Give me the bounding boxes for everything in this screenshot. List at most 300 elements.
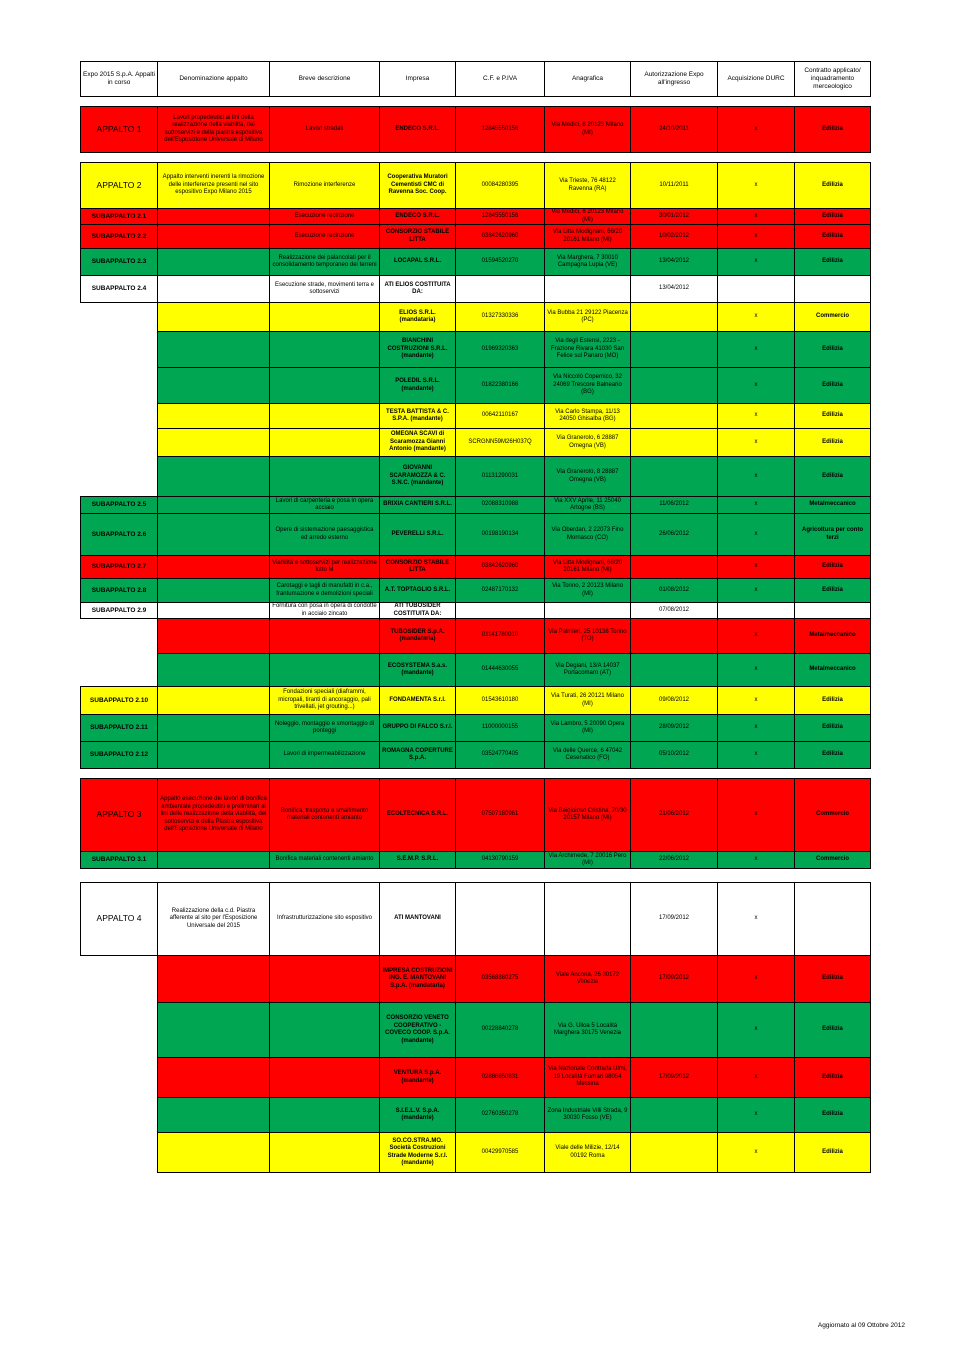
spacer-cell: [81, 153, 871, 163]
durc-cell: x: [718, 654, 795, 687]
cf-cell: 02088310988: [456, 497, 545, 514]
descrizione-cell: Bonifica, trasporto e smaltimento materiali contenenti amianto: [270, 779, 380, 852]
descrizione-cell: Carotaggi e tagli di manufatti in c.a., frantumazione e demolizioni speciali: [270, 579, 380, 603]
anagrafica-cell: Via degli Estensi, 2223 - Frazione Rivara 41030 San Felice sul Panaro (MO): [545, 332, 631, 368]
contratto-cell: Metalmeccanico: [795, 654, 871, 687]
impresa-cell: BRIXIA CANTIERI S.R.L.: [380, 497, 456, 514]
autorizzazione-cell: 17/09/2012: [631, 1058, 718, 1098]
autorizzazione-cell: [631, 332, 718, 368]
impresa-cell: OMEGNA SCAVI di Scaramozza Gianni Antonio (mandante): [380, 429, 456, 457]
contratto-cell: Edilizia: [795, 457, 871, 497]
label-cell: SUBAPPALTO 2.11: [81, 715, 158, 742]
durc-cell: x: [718, 852, 795, 869]
impresa-cell: LOCAPAL S.R.L.: [380, 249, 456, 276]
descrizione-cell: Rimozione interferenze: [270, 163, 380, 209]
cf-cell: 12845550156: [456, 107, 545, 153]
durc-cell: x: [718, 209, 795, 225]
durc-cell: x: [718, 368, 795, 404]
table-row: [81, 276, 871, 303]
anagrafica-cell: Via XXV Aprile, 11 25040 Artogne (BS): [545, 497, 631, 514]
anagrafica-cell: Via Degiani, 13/A 14037 Portacomaro (AT): [545, 654, 631, 687]
contratto-cell: Edilizia: [795, 556, 871, 579]
contratto-cell: Edilizia: [795, 687, 871, 715]
table-row: [81, 715, 871, 742]
durc-cell: x: [718, 107, 795, 153]
autorizzazione-cell: 17/09/2012: [631, 956, 718, 1003]
descrizione-cell: Fondazioni speciali (diaframmi, micropali, tiranti di ancoraggio, pali trivellati, jet grouting...): [270, 687, 380, 715]
autorizzazione-cell: 22/06/2012: [631, 852, 718, 869]
table-row: [81, 332, 871, 368]
impresa-cell: GIOVANNI SCARAMOZZA & C. S.N.C. (mandante): [380, 457, 456, 497]
anagrafica-cell: Via Granerolo, 6 28887 Omegna (VB): [545, 429, 631, 457]
label-cell: [81, 1098, 158, 1133]
table-row: [81, 1133, 871, 1173]
cf-cell: [456, 276, 545, 303]
cf-cell: [456, 883, 545, 956]
table-row: [81, 249, 871, 276]
table-row: [81, 429, 871, 457]
spacer-row: [81, 769, 871, 779]
contratto-cell: Edilizia: [795, 163, 871, 209]
cf-cell: 01444630055: [456, 654, 545, 687]
autorizzazione-cell: 09/08/2012: [631, 687, 718, 715]
autorizzazione-cell: [631, 368, 718, 404]
denominazione-cell: [158, 1058, 270, 1098]
descrizione-cell: Lavori di carpenteria e posa in opera acciaio: [270, 497, 380, 514]
anagrafica-cell: Via Oberdan, 2 22073 Fino Mornasco (CO): [545, 514, 631, 556]
cf-cell: 00429970585: [456, 1133, 545, 1173]
denominazione-cell: [158, 579, 270, 603]
denominazione-cell: [158, 404, 270, 429]
contratto-cell: Edilizia: [795, 249, 871, 276]
descrizione-cell: [270, 332, 380, 368]
update-note: Aggiornato al 09 Ottobre 2012: [817, 1322, 905, 1329]
label-cell: SUBAPPALTO 2.4: [81, 276, 158, 303]
table-row: [81, 404, 871, 429]
contratto-cell: [795, 603, 871, 619]
descrizione-cell: Esecuzione strade, movimenti terra e sottoservizi: [270, 276, 380, 303]
denominazione-cell: [158, 276, 270, 303]
cf-cell: 02487170132: [456, 579, 545, 603]
descrizione-cell: [270, 654, 380, 687]
anagrafica-cell: Viale delle Milizie, 12/14 00192 Roma: [545, 1133, 631, 1173]
autorizzazione-cell: [631, 1133, 718, 1173]
descrizione-cell: Fornitura con posa in opera di condotte in acciaio zincato: [270, 603, 380, 619]
cf-cell: 07507180961: [456, 779, 545, 852]
spacer-cell: [81, 769, 871, 779]
impresa-cell: VENTURA S.p.A. (mandante): [380, 1058, 456, 1098]
denominazione-cell: Lavori propedeutici ai lini della realizzazione della viabilità, dei sottoservizi e della piastra espositiva dell'Esposizione Universale di Milano: [158, 107, 270, 153]
contratto-cell: [795, 883, 871, 956]
anagrafica-cell: Via Litta Modignani, 66/20 20161 Milano (MI): [545, 225, 631, 249]
table-row: [81, 654, 871, 687]
table-row: [81, 209, 871, 225]
label-cell: SUBAPPALTO 3.1: [81, 852, 158, 869]
cf-cell: 01543610180: [456, 687, 545, 715]
durc-cell: x: [718, 404, 795, 429]
label-cell: SUBAPPALTO 2.3: [81, 249, 158, 276]
contratto-cell: Edilizia: [795, 1003, 871, 1058]
cf-cell: 00642110167: [456, 404, 545, 429]
descrizione-cell: [270, 457, 380, 497]
contratto-cell: Edilizia: [795, 209, 871, 225]
contratto-cell: Edilizia: [795, 107, 871, 153]
durc-cell: x: [718, 225, 795, 249]
table-row: [81, 163, 871, 209]
table-row: [81, 687, 871, 715]
autorizzazione-cell: 24/10/2011: [631, 107, 718, 153]
durc-cell: x: [718, 1098, 795, 1133]
autorizzazione-cell: [631, 429, 718, 457]
autorizzazione-cell: 01/08/2012: [631, 579, 718, 603]
descrizione-cell: Noleggio, montaggio e smontaggio di ponteggi: [270, 715, 380, 742]
descrizione-cell: Esecuzione recinzione: [270, 209, 380, 225]
contratto-cell: Edilizia: [795, 368, 871, 404]
durc-cell: x: [718, 497, 795, 514]
descrizione-cell: Lavori stradali: [270, 107, 380, 153]
contratto-cell: Edilizia: [795, 404, 871, 429]
impresa-cell: BIANCHINI COSTRUZIONI S.R.L. (mandante): [380, 332, 456, 368]
table-row: [81, 556, 871, 579]
header-row: [81, 62, 871, 97]
autorizzazione-cell: 11/06/2012: [631, 497, 718, 514]
impresa-cell: PEVERELLI S.R.L.: [380, 514, 456, 556]
durc-cell: x: [718, 1003, 795, 1058]
label-cell: [81, 368, 158, 404]
durc-cell: x: [718, 556, 795, 579]
durc-cell: x: [718, 163, 795, 209]
descrizione-cell: [270, 429, 380, 457]
spacer-row: [81, 97, 871, 107]
descrizione-cell: [270, 404, 380, 429]
denominazione-cell: [158, 429, 270, 457]
label-cell: [81, 1058, 158, 1098]
autorizzazione-cell: [631, 619, 718, 654]
cf-cell: 00198190134: [456, 514, 545, 556]
anagrafica-cell: Via Carlo Stampa, 11/13 24050 Ghisalba (BG): [545, 404, 631, 429]
label-cell: [81, 654, 158, 687]
descrizione-cell: [270, 1098, 380, 1133]
label-cell: APPALTO 1: [81, 107, 158, 153]
cf-cell: 04130790159: [456, 852, 545, 869]
header-cell: Impresa: [380, 62, 456, 97]
label-cell: SUBAPPALTO 2.8: [81, 579, 158, 603]
autorizzazione-cell: 13/04/2012: [631, 276, 718, 303]
cf-cell: 03524770405: [456, 742, 545, 769]
table-row: [81, 1003, 871, 1058]
spacer-cell: [81, 97, 871, 107]
anagrafica-cell: Via delle Querce, 6 47042 Cesenatico (FO): [545, 742, 631, 769]
anagrafica-cell: Via Nazionale Contrada Ulmi, 19 Località Fornari 98054 Messina: [545, 1058, 631, 1098]
table-row: [81, 1058, 871, 1098]
label-cell: [81, 956, 158, 1003]
cf-cell: 01327330336: [456, 303, 545, 332]
appalti-table: [80, 61, 871, 1173]
denominazione-cell: [158, 742, 270, 769]
denominazione-cell: [158, 1133, 270, 1173]
durc-cell: x: [718, 742, 795, 769]
denominazione-cell: [158, 715, 270, 742]
label-cell: [81, 1133, 158, 1173]
denominazione-cell: [158, 852, 270, 869]
contratto-cell: Metalmeccanico: [795, 497, 871, 514]
contratto-cell: Edilizia: [795, 715, 871, 742]
table-row: [81, 603, 871, 619]
descrizione-cell: [270, 368, 380, 404]
label-cell: SUBAPPALTO 2.6: [81, 514, 158, 556]
header-cell: Denominazione appalto: [158, 62, 270, 97]
impresa-cell: ATI TUBOSIDER COSTITUITA DA:: [380, 603, 456, 619]
contratto-cell: [795, 276, 871, 303]
denominazione-cell: [158, 1098, 270, 1133]
durc-cell: x: [718, 579, 795, 603]
denominazione-cell: [158, 225, 270, 249]
descrizione-cell: [270, 1058, 380, 1098]
durc-cell: x: [718, 1058, 795, 1098]
contratto-cell: Commercio: [795, 303, 871, 332]
denominazione-cell: [158, 687, 270, 715]
autorizzazione-cell: [631, 556, 718, 579]
impresa-cell: TESTA BATTISTA & C. S.P.A. (mandante): [380, 404, 456, 429]
autorizzazione-cell: 10/02/2012: [631, 225, 718, 249]
table-row: [81, 1098, 871, 1133]
descrizione-cell: Opere di sistemazione paesaggistica ed arredo esterno: [270, 514, 380, 556]
autorizzazione-cell: [631, 654, 718, 687]
denominazione-cell: [158, 497, 270, 514]
cf-cell: 01594520270: [456, 249, 545, 276]
table-row: [81, 619, 871, 654]
contratto-cell: Edilizia: [795, 1133, 871, 1173]
table-row: [81, 852, 871, 869]
table-row: [81, 303, 871, 332]
autorizzazione-cell: 10/11/2011: [631, 163, 718, 209]
contratto-cell: Edilizia: [795, 579, 871, 603]
durc-cell: x: [718, 429, 795, 457]
durc-cell: x: [718, 883, 795, 956]
label-cell: APPALTO 4: [81, 883, 158, 956]
denominazione-cell: Realizzazione della c.d. Piastra afferente al sito per l'Esposizione Universale del 2015: [158, 883, 270, 956]
denominazione-cell: [158, 457, 270, 497]
cf-cell: 03842620960: [456, 225, 545, 249]
descrizione-cell: [270, 956, 380, 1003]
autorizzazione-cell: 07/08/2012: [631, 603, 718, 619]
label-cell: SUBAPPALTO 2.5: [81, 497, 158, 514]
durc-cell: x: [718, 1133, 795, 1173]
table-row: [81, 368, 871, 404]
table-row: [81, 779, 871, 852]
label-cell: APPALTO 3: [81, 779, 158, 852]
cf-cell: 02760350278: [456, 1098, 545, 1133]
anagrafica-cell: Via Turati, 26 20121 Milano (MI): [545, 687, 631, 715]
denominazione-cell: [158, 1003, 270, 1058]
autorizzazione-cell: 26/06/2012: [631, 514, 718, 556]
denominazione-cell: [158, 332, 270, 368]
descrizione-cell: [270, 303, 380, 332]
descrizione-cell: Realizzazione dei palancolati per il consolidamento temporaneo dei terreni: [270, 249, 380, 276]
anagrafica-cell: Via Litta Modignani, 66/20 20161 Milano (MI): [545, 556, 631, 579]
denominazione-cell: [158, 619, 270, 654]
table-row: [81, 883, 871, 956]
denominazione-cell: Appalto interventi inerenti la rimozione delle interferenze presenti nel sito espositivo Expo Milano 2015: [158, 163, 270, 209]
cf-cell: 03568880275: [456, 956, 545, 1003]
anagrafica-cell: Viale Ancona, 26 30172 Venezia: [545, 956, 631, 1003]
anagrafica-cell: Via Torino, 2 20123 Milano (MI): [545, 579, 631, 603]
descrizione-cell: [270, 1133, 380, 1173]
impresa-cell: ENDECO S.R.L.: [380, 107, 456, 153]
contratto-cell: Edilizia: [795, 742, 871, 769]
label-cell: [81, 429, 158, 457]
durc-cell: x: [718, 956, 795, 1003]
durc-cell: x: [718, 619, 795, 654]
descrizione-cell: [270, 1003, 380, 1058]
durc-cell: x: [718, 514, 795, 556]
cf-cell: SCRGNN59M26H037Q: [456, 429, 545, 457]
label-cell: SUBAPPALTO 2.12: [81, 742, 158, 769]
spacer-row: [81, 869, 871, 883]
contratto-cell: Edilizia: [795, 332, 871, 368]
durc-cell: x: [718, 457, 795, 497]
label-cell: [81, 404, 158, 429]
anagrafica-cell: Via Bubba 21 29122 Piacenza (PC): [545, 303, 631, 332]
durc-cell: [718, 603, 795, 619]
cf-cell: 01131290031: [456, 457, 545, 497]
autorizzazione-cell: [631, 404, 718, 429]
contratto-cell: Edilizia: [795, 429, 871, 457]
cf-cell: 01969320363: [456, 332, 545, 368]
table-row: [81, 956, 871, 1003]
durc-cell: x: [718, 332, 795, 368]
header-cell: Anagrafica: [545, 62, 631, 97]
label-cell: SUBAPPALTO 2.9: [81, 603, 158, 619]
denominazione-cell: [158, 514, 270, 556]
table-row: [81, 497, 871, 514]
header-cell: Acquisizione DURC: [718, 62, 795, 97]
autorizzazione-cell: [631, 303, 718, 332]
contratto-cell: Edilizia: [795, 225, 871, 249]
spacer-row: [81, 153, 871, 163]
table-row: [81, 457, 871, 497]
cf-cell: 00228840278: [456, 1003, 545, 1058]
cf-cell: 12845550156: [456, 209, 545, 225]
label-cell: [81, 457, 158, 497]
label-cell: APPALTO 2: [81, 163, 158, 209]
table-row: [81, 225, 871, 249]
denominazione-cell: [158, 956, 270, 1003]
contratto-cell: Metalmeccanico: [795, 619, 871, 654]
label-cell: SUBAPPALTO 2.1: [81, 209, 158, 225]
anagrafica-cell: Via Granerolo, 8 28887 Omegna (VB): [545, 457, 631, 497]
header-cell: Contratto applicato/ inquadramento merceologico: [795, 62, 871, 97]
impresa-cell: POLEDIL S.R.L. (mandante): [380, 368, 456, 404]
impresa-cell: S.I.E.L.V. S.p.A. (mandante): [380, 1098, 456, 1133]
impresa-cell: SO.CO.STRA.MO. Società Costruzioni Strade Moderne S.r.l. (mandante): [380, 1133, 456, 1173]
impresa-cell: CONSORZIO STABILE LITTA: [380, 225, 456, 249]
descrizione-cell: [270, 619, 380, 654]
contratto-cell: Commercio: [795, 852, 871, 869]
cf-cell: 02886650831: [456, 1058, 545, 1098]
impresa-cell: ATI ELIOS COSTITUITA DA:: [380, 276, 456, 303]
table-row: [81, 514, 871, 556]
anagrafica-cell: Via Marghera, 7 30010 Campagna Lupia (VE): [545, 249, 631, 276]
impresa-cell: FONDAMENTA S.r.l.: [380, 687, 456, 715]
label-cell: [81, 619, 158, 654]
descrizione-cell: Bonifica materiali contenenti amianto: [270, 852, 380, 869]
cf-cell: 03842620960: [456, 556, 545, 579]
contratto-cell: Edilizia: [795, 956, 871, 1003]
autorizzazione-cell: 17/09/2012: [631, 883, 718, 956]
label-cell: [81, 332, 158, 368]
durc-cell: [718, 276, 795, 303]
anagrafica-cell: Via Medici, 8 20123 Milano (MI): [545, 209, 631, 225]
label-cell: SUBAPPALTO 2.2: [81, 225, 158, 249]
impresa-cell: ROMAGNA COPERTURE S.p.A.: [380, 742, 456, 769]
autorizzazione-cell: 21/06/2012: [631, 779, 718, 852]
anagrafica-cell: Via Trieste, 76 48122 Ravenna (RA): [545, 163, 631, 209]
label-cell: [81, 303, 158, 332]
label-cell: SUBAPPALTO 2.10: [81, 687, 158, 715]
header-cell: Expo 2015 S.p.A. Appalti in corso: [81, 62, 158, 97]
anagrafica-cell: Via Medici, 8 20123 Milano (MI): [545, 107, 631, 153]
autorizzazione-cell: 13/04/2012: [631, 249, 718, 276]
table-row: [81, 579, 871, 603]
impresa-cell: CONSORZIO STABILE LITTA: [380, 556, 456, 579]
header-cell: C.F. e P.IVA: [456, 62, 545, 97]
cf-cell: [456, 603, 545, 619]
contratto-cell: Edilizia: [795, 1058, 871, 1098]
anagrafica-cell: Zona Industriale Villi Strada, 9 30030 Fosso (VE): [545, 1098, 631, 1133]
anagrafica-cell: Via Archimede, 7 20016 Pero (MI): [545, 852, 631, 869]
autorizzazione-cell: [631, 1003, 718, 1058]
label-cell: SUBAPPALTO 2.7: [81, 556, 158, 579]
denominazione-cell: [158, 249, 270, 276]
label-cell: [81, 1003, 158, 1058]
anagrafica-cell: Via Palmieri, 25 10138 Torino (TO): [545, 619, 631, 654]
descrizione-cell: Infrastrutturizzazione sito espositivo: [270, 883, 380, 956]
anagrafica-cell: Via Beigioioso Cristina, 70/30 20157 Milano (MI): [545, 779, 631, 852]
denominazione-cell: [158, 603, 270, 619]
autorizzazione-cell: 30/01/2012: [631, 209, 718, 225]
cf-cell: 00084280395: [456, 163, 545, 209]
impresa-cell: CONSORZIO VENETO COOPERATIVO - COVECO COOP. S.p.A. (mandante): [380, 1003, 456, 1058]
durc-cell: x: [718, 687, 795, 715]
anagrafica-cell: [545, 883, 631, 956]
impresa-cell: Cooperativa Muratori Cementisti CMC di Ravenna Soc. Coop.: [380, 163, 456, 209]
contratto-cell: Commercio: [795, 779, 871, 852]
autorizzazione-cell: 28/09/2012: [631, 715, 718, 742]
impresa-cell: ENDECO S.R.L.: [380, 209, 456, 225]
autorizzazione-cell: 05/10/2012: [631, 742, 718, 769]
impresa-cell: IMPRESA COSTRUZIONI ING. E. MANTOVANI S.p.A. (mandataria): [380, 956, 456, 1003]
durc-cell: x: [718, 779, 795, 852]
anagrafica-cell: [545, 603, 631, 619]
denominazione-cell: [158, 368, 270, 404]
contratto-cell: Edilizia: [795, 1098, 871, 1133]
impresa-cell: ECOLTECNICA S.R.L.: [380, 779, 456, 852]
impresa-cell: A.T. TOPTAGLIO S.R.L.: [380, 579, 456, 603]
contratto-cell: Agricoltura per conto terzi: [795, 514, 871, 556]
header-cell: Breve descrizione: [270, 62, 380, 97]
descrizione-cell: Esecuzione recinzione: [270, 225, 380, 249]
cf-cell: 01141780010: [456, 619, 545, 654]
table-row: [81, 742, 871, 769]
impresa-cell: ELIOS S.R.L. (mandataria): [380, 303, 456, 332]
durc-cell: x: [718, 249, 795, 276]
impresa-cell: TUBOSIDER S.p.A. (mandataria): [380, 619, 456, 654]
autorizzazione-cell: [631, 1098, 718, 1133]
cf-cell: 01822380166: [456, 368, 545, 404]
anagrafica-cell: [545, 276, 631, 303]
header-cell: Autorizzazione Expo all'ingresso: [631, 62, 718, 97]
